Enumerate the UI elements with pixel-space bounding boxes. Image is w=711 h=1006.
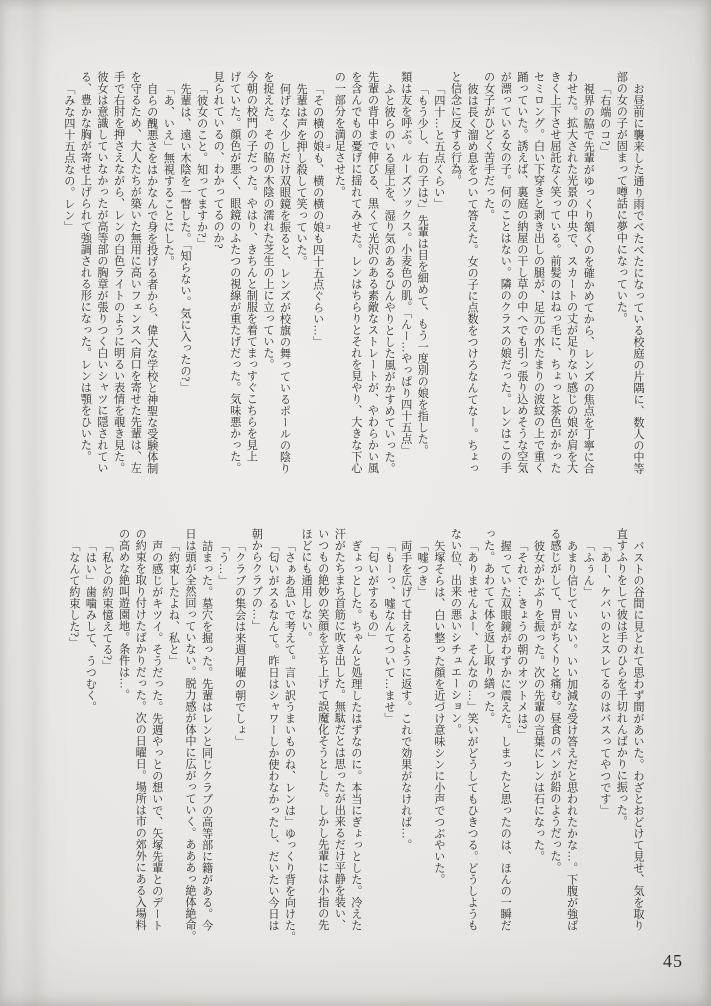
text-line: 「もう少し、右の子は?」先輩は目を細めて、もう一度別の娘を指した。 [416, 82, 429, 456]
text-line: 「私との約束憶えてる?」 [101, 539, 113, 672]
text-line: 「う…」 [217, 539, 230, 586]
page-number: 45 [663, 951, 683, 971]
text-line: 朝からクラブの…」 [250, 528, 263, 632]
text-line: 「みな四十五点なの。レン」 [62, 82, 75, 232]
text-line: 踊っていた。誘えば、裏庭の納屋の干し草の中へでも引っ張り込めそうな空気 [515, 71, 528, 474]
text-line: 先輩の背中まで伸びる、黒くて光沢のある素敵なストレートが、やわらかい風 [366, 71, 379, 474]
text-line: 「その横の娘 コも、横の横の娘 コも四十五点ぐらい…」 [311, 82, 331, 347]
text-line: 自らの醜悪さをはかなんで身を投げる者から、偉大な学校と神聖な受験体制 [145, 82, 158, 474]
text-line: の一部分を満足させた。 [333, 71, 346, 198]
text-line: 「四十…と五点くらい」 [432, 82, 445, 209]
text-line: 両手を広げて甘えるように返す。これで効果がなければ…。 [399, 539, 412, 850]
text-line: いつもの絶妙の笑顔を立ち上げて誤魔化そうとした。しかし先輩には小指の先 [316, 528, 329, 931]
text-block-top [60, 71, 646, 475]
text-line: ほどにも通用しない。 [300, 528, 313, 643]
text-line: 直すふりをして彼は手のひらを千切れんばかりに振った。 [615, 528, 628, 827]
text-line: を守るため、大人たちが築いた無用に高いフェンスへ肩口を寄せた先輩は、左 [129, 71, 142, 474]
text-line: が漂っている女の子。何のことはない。隣のクラスの娘だった。レンはこの手 [499, 71, 512, 474]
text-line: 「匂いがスるなんて。昨日はシャワーしか使わなかったし、だいたい今日は [266, 539, 279, 931]
text-line: げていた。顔色が悪く、眼鏡のふたつの視線が重たげだった。気味悪かった。 [228, 71, 241, 474]
text-line: きく上下させ屈託なく笑っている。前髪のはねっ毛に、ちょっと茶色がかった [549, 71, 562, 474]
text-line: 「匂いがするもの」 [366, 539, 379, 643]
text-line: 「あ、いえ」無視することにした。 [162, 82, 175, 267]
text-line: 先輩は声を押し殺して笑っていた。 [295, 82, 308, 267]
text-line: 今朝の校門の子だった。やはり、きちんと制服を着てまっすぐこちらを見上 [245, 71, 258, 462]
text-line: 「あー、ケバいのとスレてるのはバスってやつです」 [598, 539, 611, 816]
text-line: 「クラブの集会は来週月曜の朝でしょ」 [233, 539, 246, 747]
text-line: 部の女の子が固まって噂話に夢中になっていた。 [615, 71, 628, 324]
text-line: ぎょっとした。ちゃんと処理したはずなのに。本当にぎょっとした。冷えた [349, 539, 362, 931]
text-line: 「さぁあ急いで考えて。言い訳うまいものね、レンは」ゆっくり背を向けた。 [283, 539, 296, 942]
text-line: 矢塚そらは、白い整った顔を近づけ意味シンに小声でつぶやいた。 [432, 539, 445, 885]
text-line: を捉えた。その脇の木陰の濡れた芝生の上に立っていた。 [261, 71, 274, 370]
text-line: 「彼女のこと。知ってますか?」 [195, 82, 208, 249]
text-line: セミロング。白い下穿きと剥き出しの腿が、足元の水たまりの波紋の上で重く [532, 71, 545, 474]
text-line: 見られているの、わかってるのか? [212, 71, 225, 249]
page-gutter-shadow [20, 0, 50, 1006]
text-line: 「なんて約束した?」 [67, 539, 80, 649]
text-line: 「それで…きょうの朝のオツトメは?」 [515, 539, 528, 741]
text-line: 「右端のコ?」 [598, 82, 611, 157]
text-line: 先輩は、遠い木陰を一瞥した。「知らない。気に入ったの?」 [178, 82, 191, 393]
text-line: 「嘘つき」 [416, 539, 429, 597]
text-line: る感じがして、胃がちくりと痛む。昼食のパンが鉛のようだった。 [549, 528, 562, 873]
text-line: 日は頭が全然回っていない。脱力感が体中に広がっていく。あああっ絶体絶命。 [183, 528, 196, 942]
text-line: 「ふぅん」 [582, 539, 595, 597]
text-line: 握っていた双眼鏡がわずかに震えた。しまったと思ったのは、ほんの一瞬だ [499, 539, 512, 931]
text-line: の約束を取り付けたばかりだった。次の日曜日。場所は市の郊外にある入場料 [134, 528, 147, 931]
text-line: 類は友を呼ぶ。ルーズソックス。小麦色の肌。「んー…やっぱり四十五点」 [399, 71, 412, 457]
text-line: の高めな絶叫遊園地。条件は…。 [117, 528, 130, 701]
text-line: 何げなく少しだけ双眼鏡を振ると、レンズが校旗の舞っているポールの陰り [278, 82, 291, 474]
text-line: 彼女がかぶりを振った。次の先輩の言葉にレンは石になった。 [532, 539, 545, 862]
text-line: わせた。拡大された光景の中央で、スカートの丈が足りない感じの娘が肩を大 [565, 71, 578, 474]
text-line: 「約束したよね、私と」 [167, 539, 180, 666]
text-line: 視界の脇で先輩がゆっくり頷くのを確かめてから、レンズの焦点を丁寧に合 [582, 82, 595, 474]
text-line: 汗がたちまち首筋に吹き出した。無駄だとは思ったが出来るだけ平静を装い、 [333, 528, 346, 931]
text-line: バストの谷間に見とれて思わず間があいた。わざとおどけて見せ、気を取り [632, 539, 644, 931]
text-line: 彼は長く溜め息をついて答えた。女の子に点数をつけろなんてなー。ちょっ [466, 82, 479, 474]
text-line: あまり信じていない。いい加減な受け答えだと思われたかな…。下腹が強ば [565, 539, 578, 931]
text-block-bottom [65, 528, 646, 942]
text-line: ない位、出来の悪いシチュエーション。 [449, 528, 462, 735]
text-line: 「はい」歯噛みして、うつむく。 [84, 539, 97, 712]
text-line: 「ありませんよー、そんなの…」笑いがどうしてもひきつる。どうしようも [466, 539, 479, 931]
text-line: 詰まった。墓穴を掘った。先輩はレンと同じクラブの高等部に籍がある。今 [200, 539, 213, 931]
text-line: った。あわてて体を返し取り繕った。 [482, 528, 495, 724]
text-line: 「もーっ、嘘なんてついて…ませ」 [383, 539, 396, 724]
text-line: 彼女は意識していなかったが高等部の胸章が張りつく白いシャツに隠されてい [96, 71, 108, 474]
text-line: る、豊かな胸が寄せ上げられて強調される形になった。レンは顎をひいた。 [79, 71, 92, 462]
text-line: 声の感じがキツイ。そうだった。先週やっとの想いで、矢塚先輩とのデート [150, 539, 163, 931]
text-line: ふと彼らのいる屋上を、湿り気のあるひんやりとした風がかすめていった。 [383, 82, 396, 474]
text-line: と信念に反する行為。 [449, 71, 462, 186]
text-line: の女子がひどく苦手だった。 [482, 71, 495, 221]
text-line: を含んでもの憂げに揺れてみせた。レンはちらりとそれを見やり、大きな下心 [349, 71, 362, 474]
text-line: お昼前に襲来した通り雨でべたべたになっている校庭の片隅に、数人の中等 [632, 82, 644, 474]
text-line: 手で右肘を押さえながら、レンの白色ライトのように明るい表情を覗き見た。 [112, 71, 125, 474]
